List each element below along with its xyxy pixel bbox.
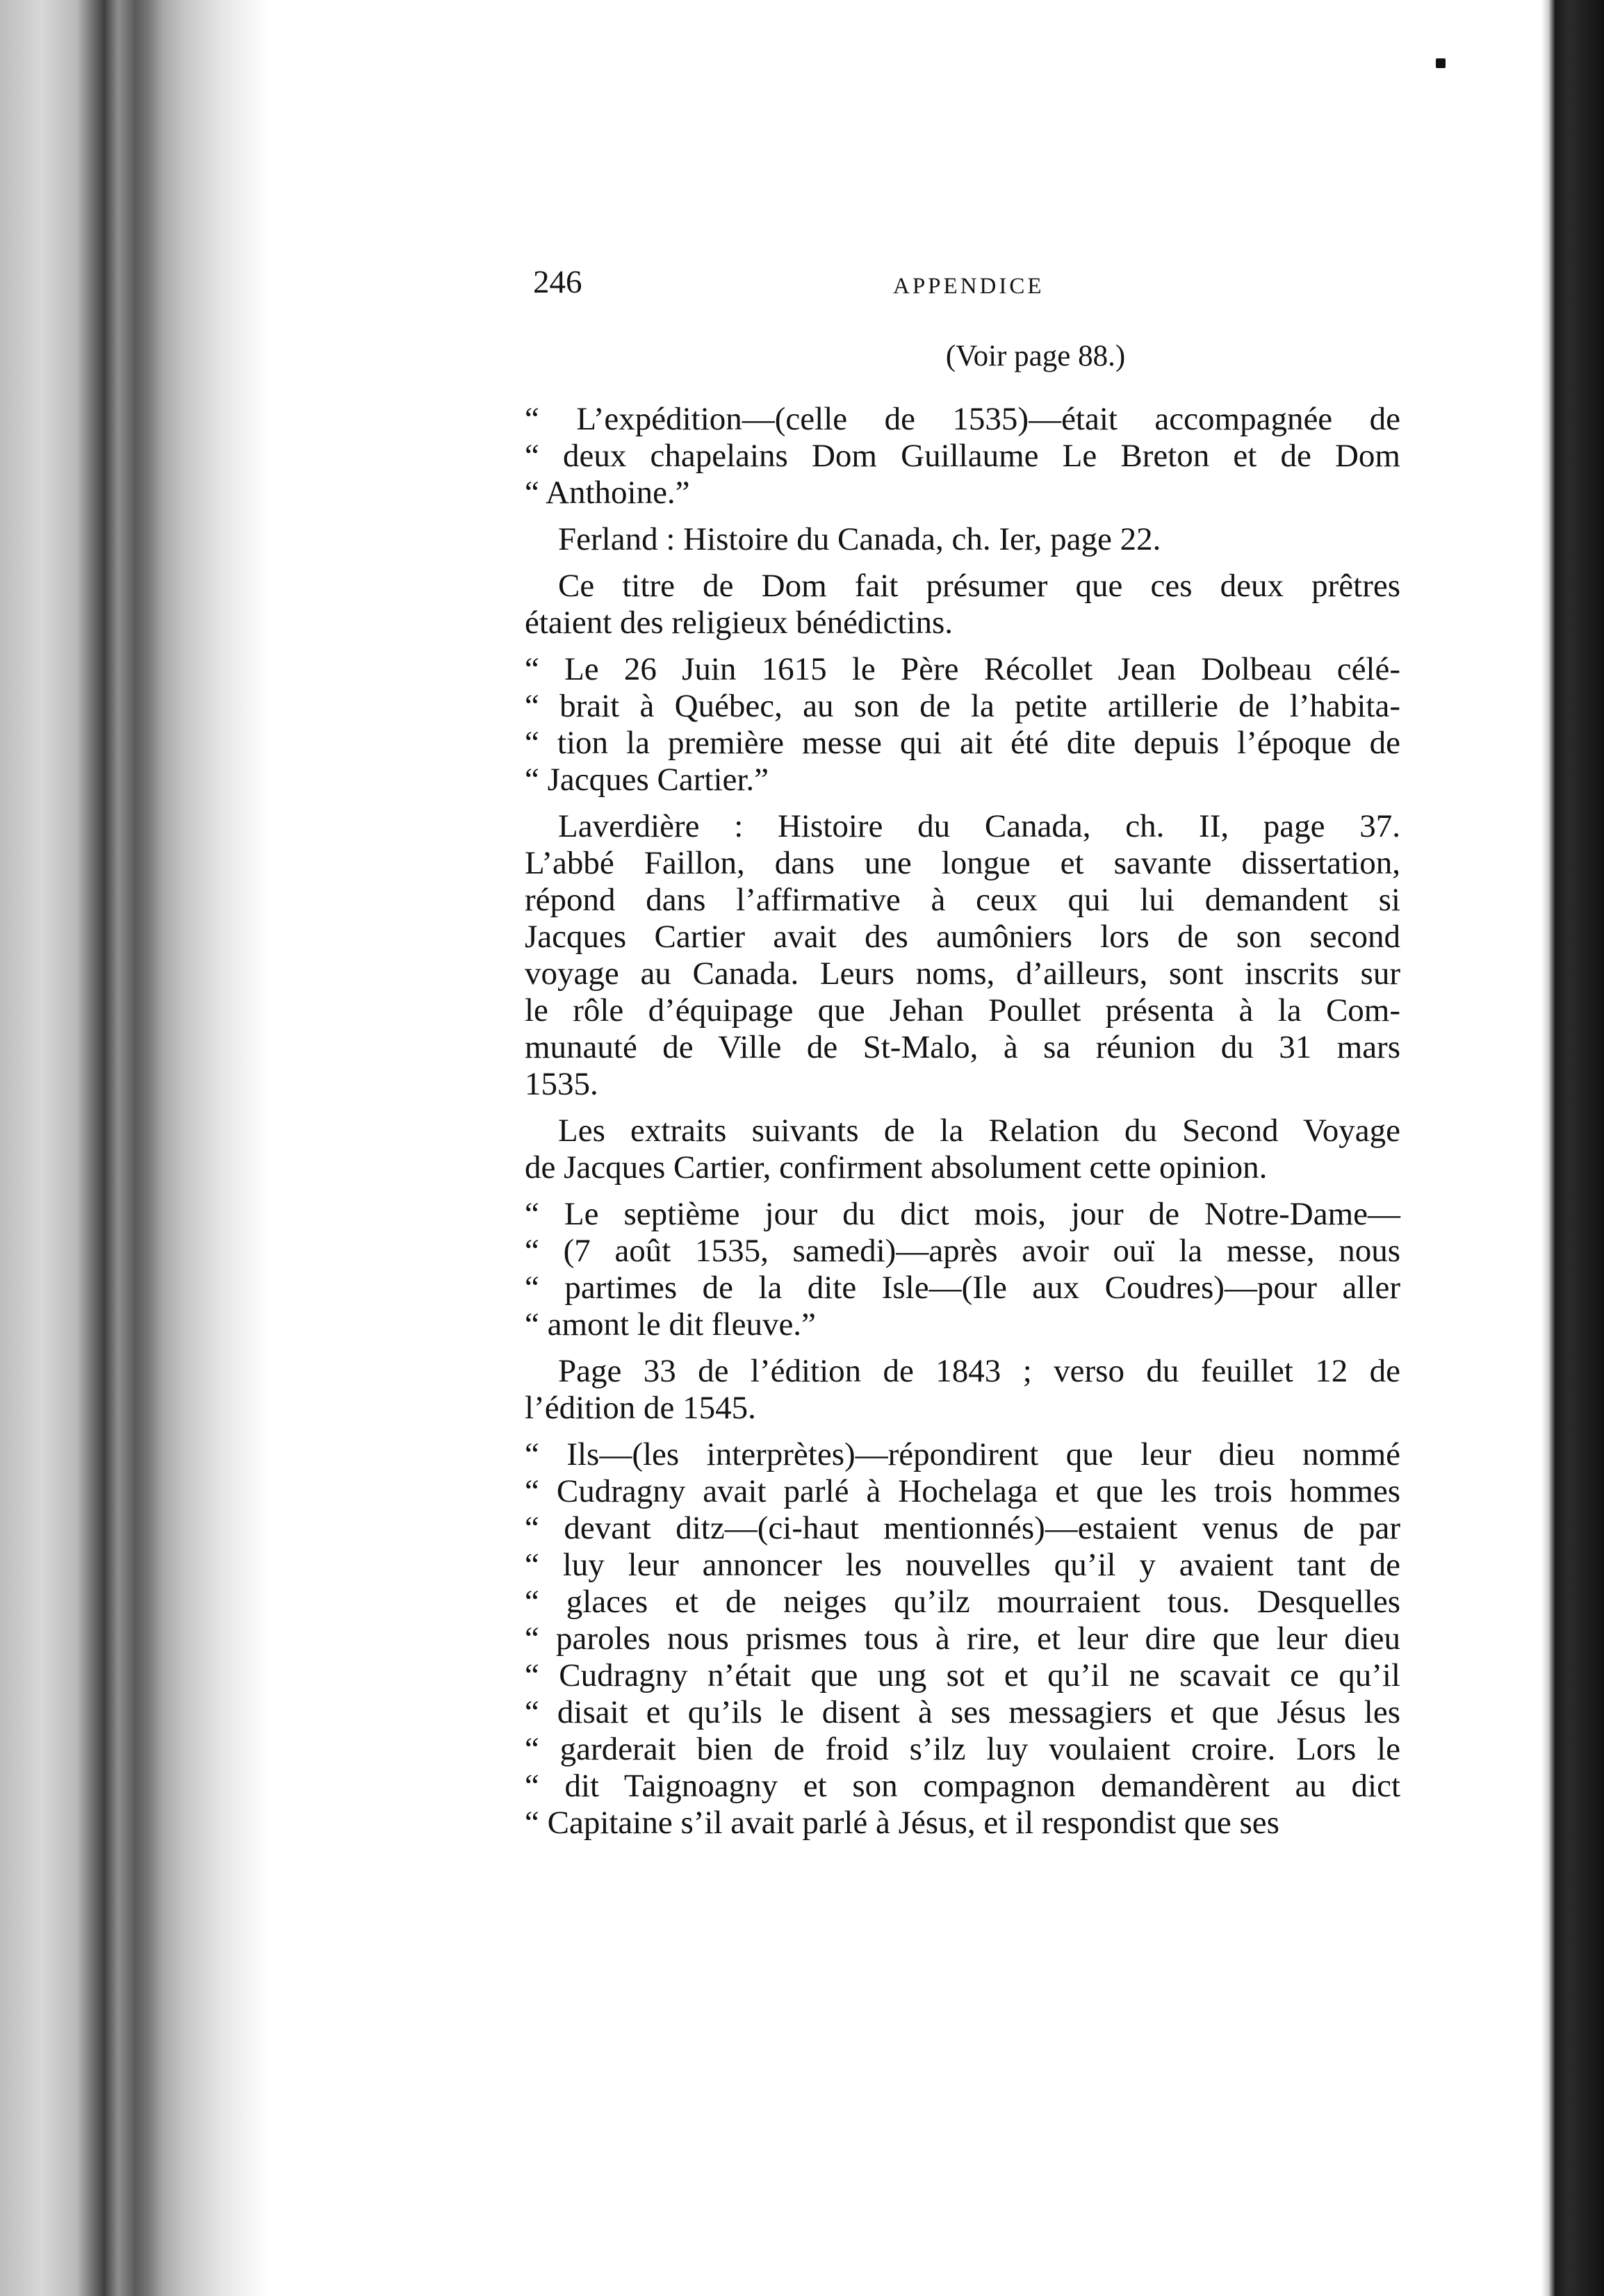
text-line: “ devant ditz—(ci-haut mentionnés)—estaient venus de par (525, 1510, 1400, 1546)
text-line: “ partimes de la dite Isle—(Ile aux Coudres)—pour aller (525, 1270, 1400, 1306)
text-line: Jacques Cartier avait des aumôniers lors de son second (525, 919, 1400, 955)
scan-mark (1436, 58, 1446, 68)
text-line: “ deux chapelains Dom Guillaume Le Breton et de Dom (525, 438, 1400, 474)
text-line: 1535. (525, 1066, 598, 1102)
text-line: “ tion la première messe qui ait été dite depuis l’époque de (525, 725, 1400, 761)
paragraph (525, 1353, 1400, 1427)
text-line: Laverdière : Histoire du Canada, ch. II, page 37. (558, 808, 1400, 844)
paragraph (525, 1196, 1400, 1343)
body-paragraphs (525, 401, 1400, 1851)
text-line: “ luy leur annoncer les nouvelles qu’il y avaient tant de (525, 1547, 1400, 1583)
text-line: “ garderait bien de froid s’ilz luy voulaient croire. Lors le (525, 1731, 1400, 1767)
text-line: étaient des religieux bénédictins. (525, 605, 954, 641)
book-right-edge (1541, 0, 1604, 2296)
book-gutter-edge (0, 0, 268, 2296)
text-line: “ amont le dit fleuve.” (525, 1306, 816, 1343)
text-line: “ L’expédition—(celle de 1535)—était accompagnée de (525, 401, 1400, 437)
text-line: “ Jacques Cartier.” (525, 762, 769, 798)
see-page-note: (Voir page 88.) (945, 340, 1126, 372)
text-line: “ Le 26 Juin 1615 le Père Récollet Jean Dolbeau célé- (525, 651, 1400, 687)
text-line: “ paroles nous prismes tous à rire, et leur dire que leur dieu (525, 1621, 1400, 1657)
page-text (525, 264, 1400, 1851)
text-line: “ dit Taignoagny et son compagnon demandèrent au dict (525, 1768, 1400, 1804)
text-line: “ Capitaine s’il avait parlé à Jésus, et il respondist que ses (525, 1805, 1279, 1841)
text-line: “ (7 août 1535, samedi)—après avoir ouï la messe, nous (525, 1233, 1400, 1269)
paragraph (525, 651, 1400, 798)
text-line: Les extraits suivants de la Relation du Second Voyage (558, 1113, 1400, 1149)
text-line: “ brait à Québec, au son de la petite artillerie de l’habita- (525, 688, 1400, 724)
text-line: Ce titre de Dom fait présumer que ces deux prêtres (558, 568, 1400, 604)
page-header (525, 264, 1400, 306)
paragraph (525, 808, 1400, 1103)
text-line: “ Cudragny avait parlé à Hochelaga et que les trois hommes (525, 1473, 1400, 1509)
text-line: L’abbé Faillon, dans une longue et savante dissertation, (525, 845, 1400, 881)
text-line: voyage au Canada. Leurs noms, d’ailleurs, sont inscrits sur (525, 956, 1400, 992)
text-line: le rôle d’équipage que Jehan Poullet présenta à la Com- (525, 992, 1400, 1028)
text-line: “ glaces et de neiges qu’ilz mourraient tous. Desquelles (525, 1584, 1400, 1620)
text-line: “ Cudragny n’était que ung sot et qu’il ne scavait ce qu’il (525, 1657, 1400, 1694)
text-line: l’édition de 1545. (525, 1390, 756, 1426)
paragraph (525, 568, 1400, 641)
paragraph (525, 1113, 1400, 1186)
page-number: 246 (533, 264, 582, 300)
text-line: “ Le septième jour du dict mois, jour de Notre-Dame— (525, 1196, 1400, 1232)
text-line: “ Anthoine.” (525, 475, 690, 511)
paragraph (525, 521, 1400, 558)
text-line: Page 33 de l’édition de 1843 ; verso du feuillet 12 de (558, 1353, 1400, 1389)
running-head: APPENDICE (893, 274, 1045, 299)
text-line: “ Ils—(les interprètes)—répondirent que leur dieu nommé (525, 1436, 1400, 1473)
paragraph (525, 1436, 1400, 1842)
text-line: “ disait et qu’ils le disent à ses messagiers et que Jésus les (525, 1694, 1400, 1730)
paragraph (525, 401, 1400, 511)
text-line: Ferland : Histoire du Canada, ch. Ier, page 22. (558, 521, 1161, 557)
text-line: de Jacques Cartier, confirment absolument cette opinion. (525, 1149, 1268, 1186)
text-line: répond dans l’affirmative à ceux qui lui demandent si (525, 882, 1400, 918)
text-line: munauté de Ville de St-Malo, à sa réunion du 31 mars (525, 1029, 1400, 1065)
